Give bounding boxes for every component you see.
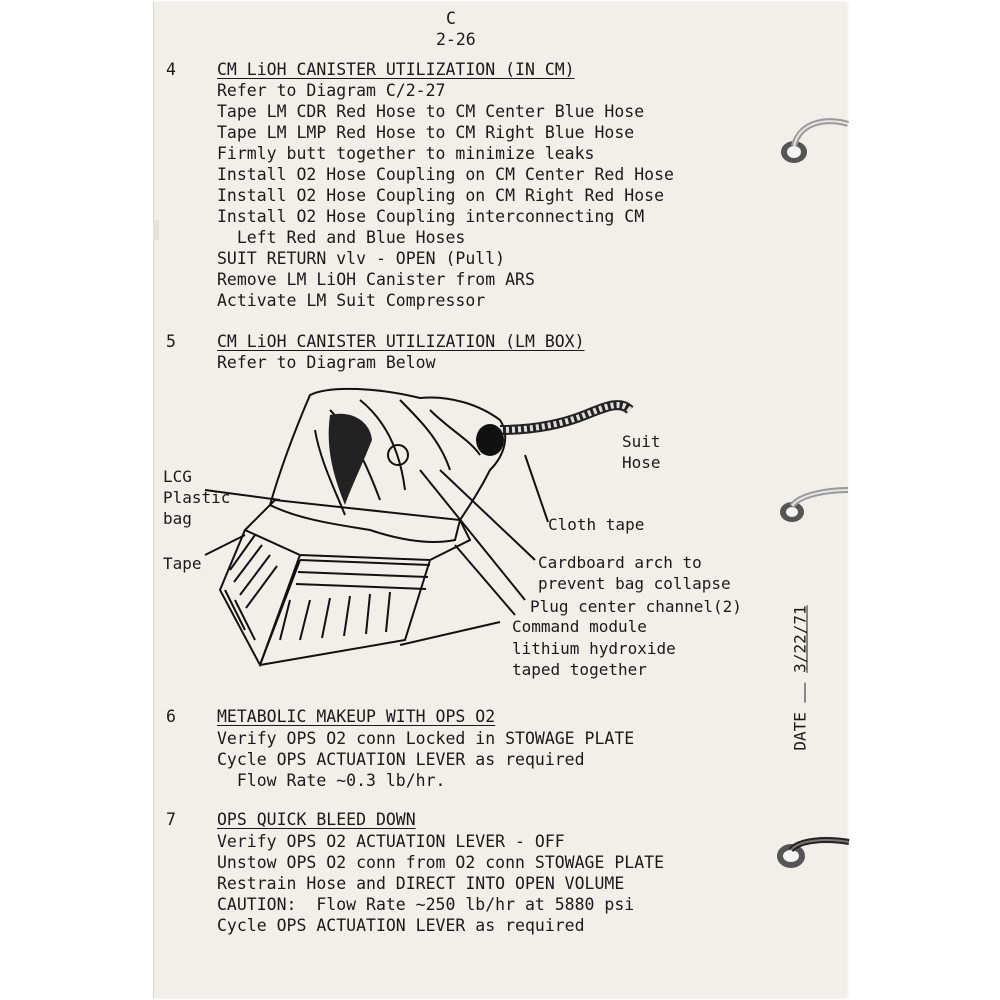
step-5-line: Refer to Diagram Below [217, 353, 436, 372]
step-4-number: 4 [166, 60, 176, 79]
step-4-line: Install O2 Hose Coupling on CM Center Red Hose [217, 165, 674, 184]
label-tape: Tape [163, 554, 202, 573]
step-4-line: Left Red and Blue Hoses [217, 228, 466, 247]
date-block [780, 585, 820, 770]
step-6-line: Flow Rate ~0.3 lb/hr. [217, 771, 446, 790]
label-plastic: Plastic [163, 488, 231, 507]
date-label: DATE [790, 711, 810, 751]
step-4-line: Remove LM LiOH Canister from ARS [217, 270, 535, 289]
label-command-module: Command module [512, 617, 647, 636]
binder-ring-middle [770, 470, 850, 530]
label-plug-center: Plug center channel(2) [530, 597, 742, 616]
step-6-line: Verify OPS O2 conn Locked in STOWAGE PLATE [217, 729, 635, 748]
step-7-line: CAUTION: Flow Rate ~250 lb/hr at 5880 psi [217, 895, 635, 914]
label-hose: Hose [622, 453, 661, 472]
label-cloth-tape: Cloth tape [548, 515, 645, 534]
date-value: 3/22/71 [790, 604, 810, 673]
label-cardboard-arch: Cardboard arch to [538, 553, 702, 572]
label-bag: bag [163, 509, 192, 528]
label-lithium-hydroxide: lithium hydroxide [512, 639, 676, 658]
step-4-line: Install O2 Hose Coupling interconnecting CM [217, 207, 645, 226]
step-4-line: Activate LM Suit Compressor [217, 291, 486, 310]
step-5-title: CM LiOH CANISTER UTILIZATION (LM BOX) [217, 332, 585, 351]
step-4-line: Firmly butt together to minimize leaks [217, 144, 595, 163]
step-6-line: Cycle OPS ACTUATION LEVER as required [217, 750, 585, 769]
label-taped-together: taped together [512, 660, 647, 679]
step-7-line: Restrain Hose and DIRECT INTO OPEN VOLUME [217, 874, 625, 893]
section-letter: C [446, 9, 456, 28]
step-4-line: Tape LM CDR Red Hose to CM Center Blue Hose [217, 102, 645, 121]
page-edge-tab [153, 220, 159, 240]
label-suit: Suit [622, 432, 661, 451]
step-7-title: OPS QUICK BLEED DOWN [217, 810, 416, 829]
label-lcg: LCG [163, 467, 192, 486]
step-4-line: Refer to Diagram C/2-27 [217, 81, 446, 100]
step-7-line: Verify OPS O2 ACTUATION LEVER - OFF [217, 832, 565, 851]
page-number: 2-26 [436, 30, 476, 49]
step-7-number: 7 [166, 810, 176, 829]
step-7-line: Unstow OPS O2 conn from O2 conn STOWAGE PLATE [217, 853, 665, 872]
step-4-title: CM LiOH CANISTER UTILIZATION (IN CM) [217, 60, 575, 79]
step-6-number: 6 [166, 707, 176, 726]
step-7-line: Cycle OPS ACTUATION LEVER as required [217, 916, 585, 935]
step-6-title: METABOLIC MAKEUP WITH OPS O2 [217, 707, 496, 726]
step-4-line: SUIT RETURN vlv - OPEN (Pull) [217, 249, 506, 268]
step-4-line: Tape LM LMP Red Hose to CM Right Blue Hose [217, 123, 635, 142]
step-4-line: Install O2 Hose Coupling on CM Right Red Hose [217, 186, 665, 205]
lioh-canister-diagram [160, 380, 780, 700]
step-5-number: 5 [166, 332, 176, 351]
binder-ring-top [770, 110, 850, 170]
label-prevent-collapse: prevent bag collapse [538, 574, 731, 593]
binder-ring-bottom [765, 820, 850, 880]
